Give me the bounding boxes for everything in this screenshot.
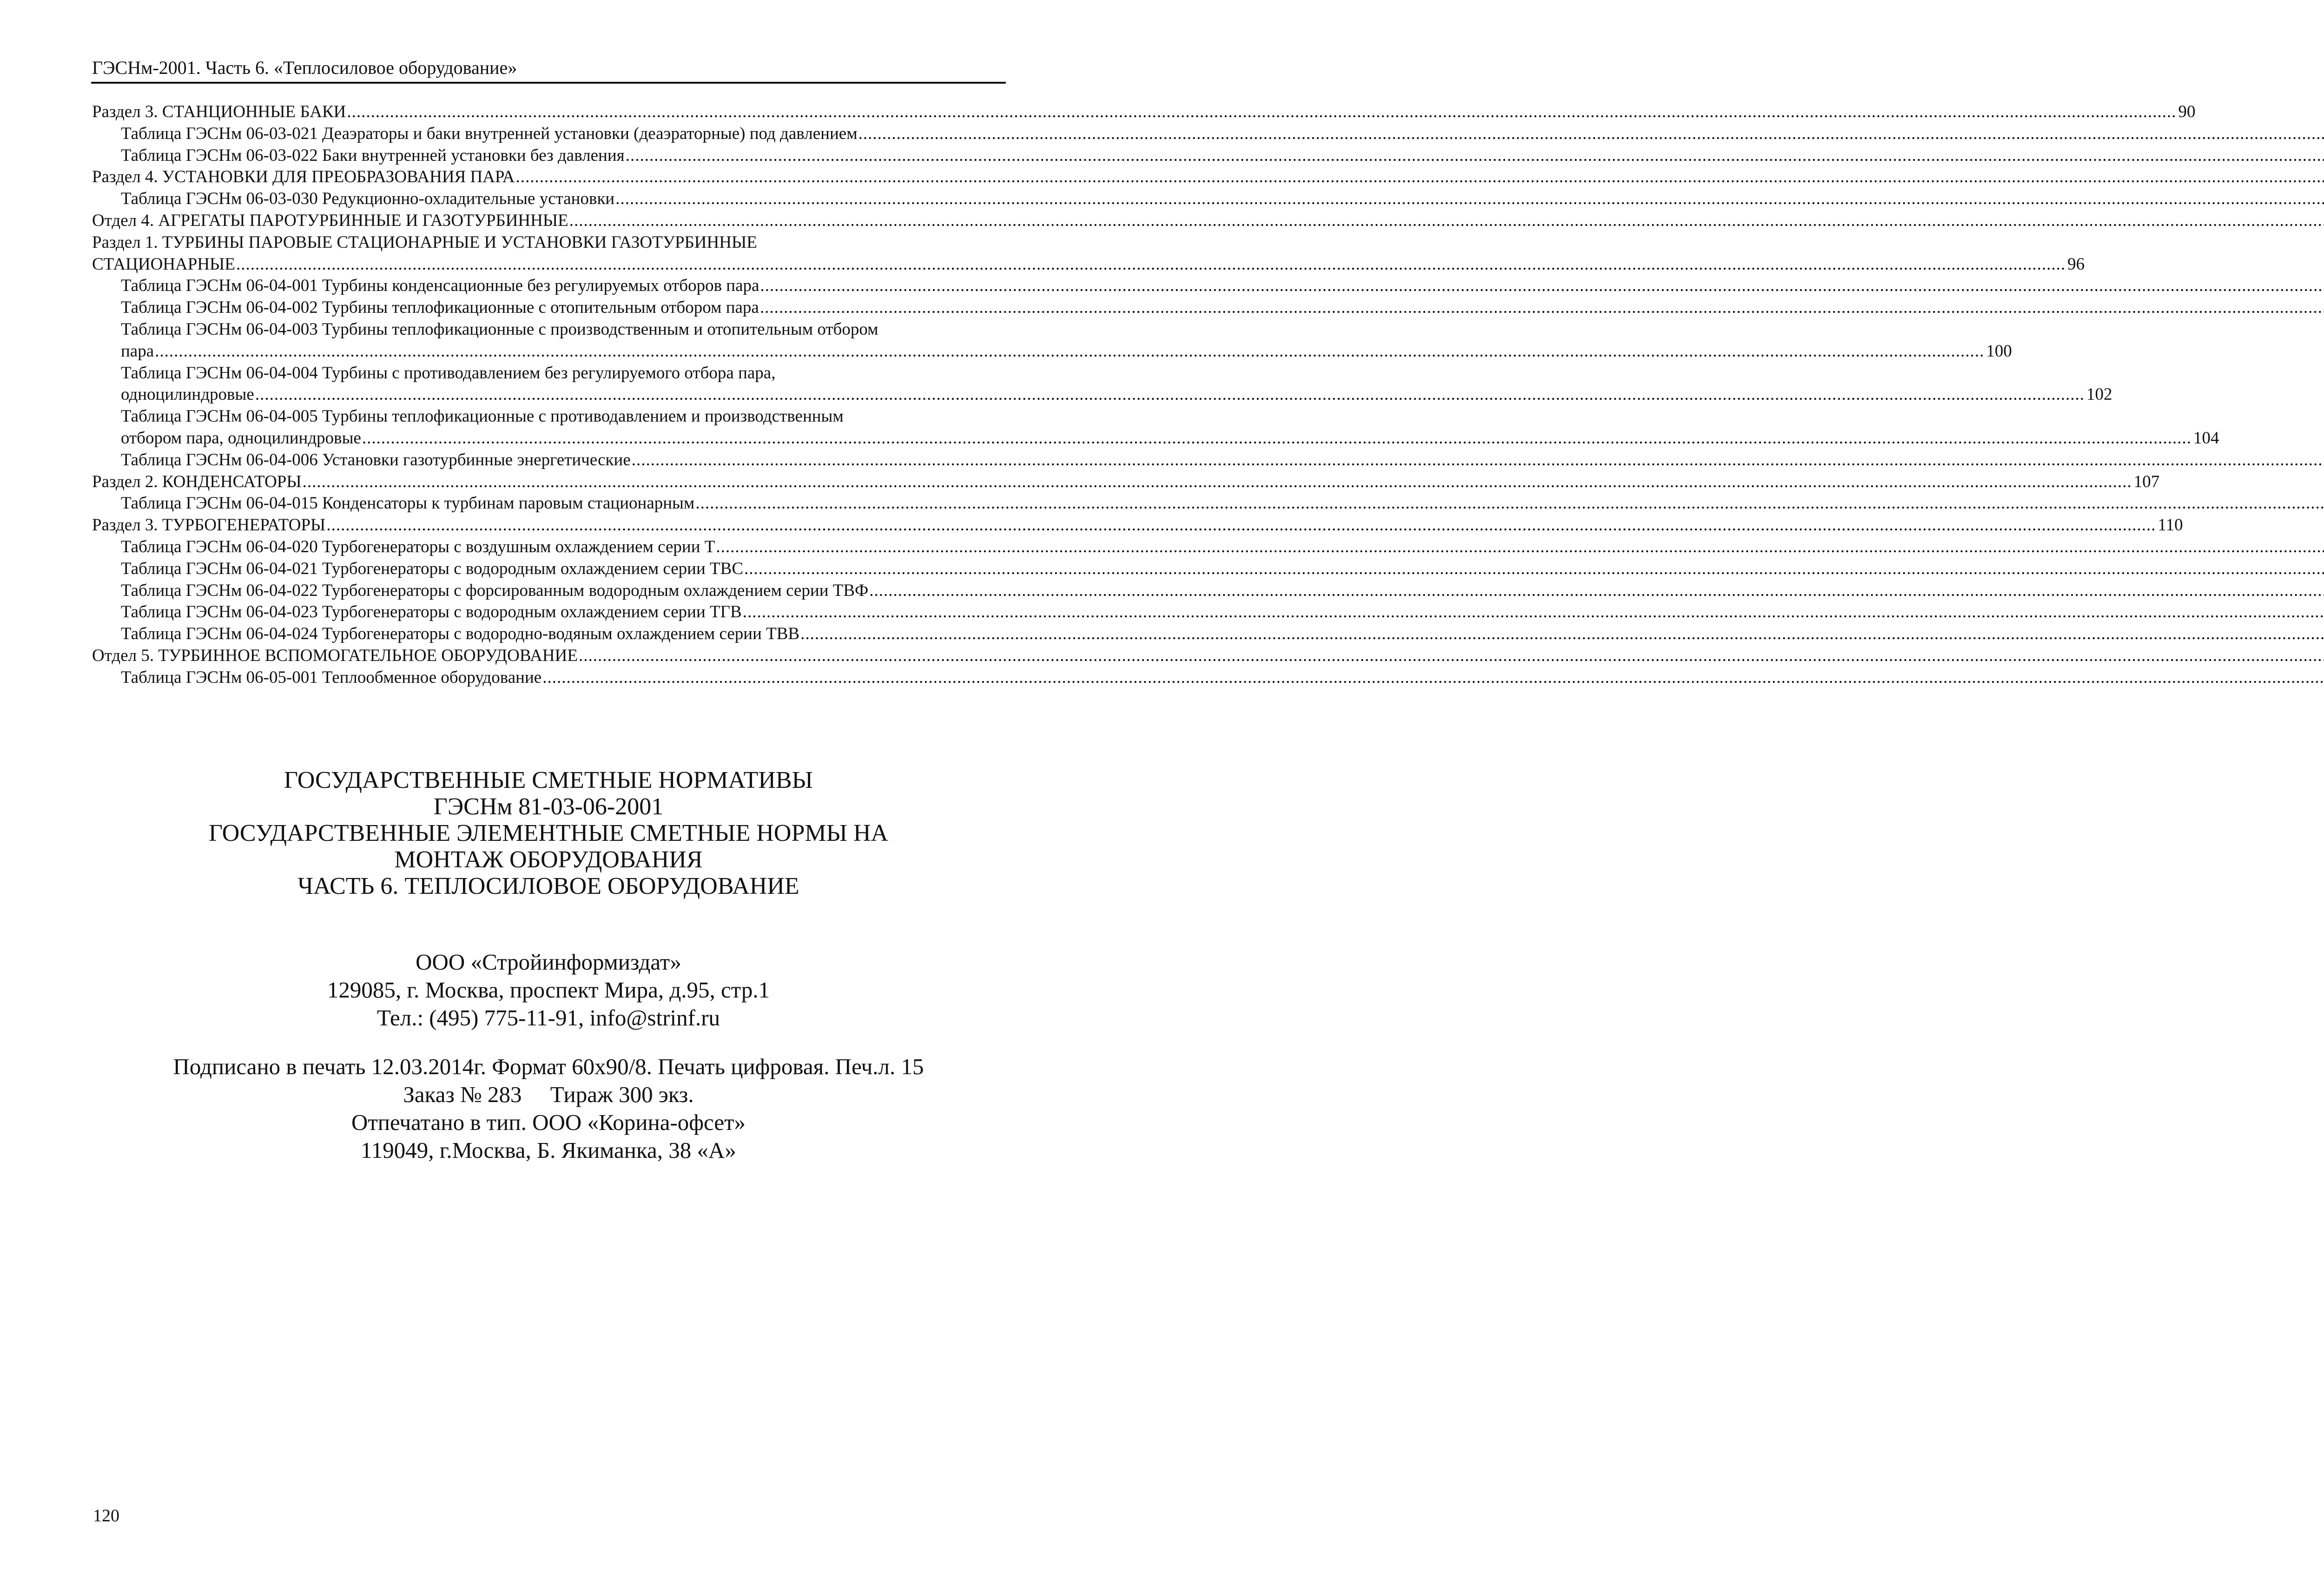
toc-page-number: 96	[2067, 254, 2085, 274]
toc-table-entry	[92, 384, 2113, 406]
toc-section-entry	[92, 515, 2183, 536]
title-line: МОНТАЖ ОБОРУДОВАНИЯ	[394, 846, 703, 873]
toc-entry-title: Таблица ГЭСНм 06-04-003 Турбины теплофикационные с производственным и отопительным отбором	[121, 319, 878, 339]
header-rule	[91, 82, 1006, 84]
toc-dot-leader	[869, 580, 2324, 602]
toc-entry-title: Таблица ГЭСНм 06-05-001 Теплообменное оборудование	[121, 667, 542, 687]
toc-dot-leader	[303, 471, 2132, 493]
imprint-line: 119049, г.Москва, Б. Якиманка, 38 «А»	[361, 1137, 736, 1163]
toc-table-entry	[92, 493, 998, 515]
toc-page-number: 102	[2086, 385, 2113, 404]
toc-entry-title: СТАЦИОНАРНЫЕ	[92, 254, 235, 274]
publisher-line: 129085, г. Москва, проспект Мира, д.95, стр.1	[327, 977, 770, 1003]
toc-entry-title: Таблица ГЭСНм 06-04-023 Турбогенераторы с водородным охлаждением серии ТГВ	[121, 602, 742, 622]
toc-dot-leader	[760, 297, 2324, 319]
toc-entry-title: Таблица ГЭСНм 06-04-001 Турбины конденсационные без регулируемых отборов пара	[121, 276, 759, 296]
toc-table-entry	[92, 667, 998, 689]
toc-dot-leader	[626, 145, 2324, 167]
toc-section-entry	[92, 645, 998, 667]
toc-entry-title: Таблица ГЭСНм 06-03-022 Баки внутренней установки без давления	[121, 145, 625, 165]
toc-dot-leader	[716, 536, 2324, 558]
toc-dot-leader	[743, 601, 2324, 623]
toc-dot-leader	[569, 210, 2324, 232]
toc-entry-title: Раздел 1. ТУРБИНЫ ПАРОВЫЕ СТАЦИОНАРНЫЕ И УСТАНОВКИ ГАЗОТУРБИННЫЕ	[92, 232, 757, 252]
toc-entry-title: Таблица ГЭСНм 06-04-024 Турбогенераторы с водородно-водяным охлаждением серии ТВВ	[121, 624, 800, 644]
toc-dot-leader	[615, 188, 2324, 210]
toc-dot-leader	[579, 645, 2324, 667]
toc-section-entry	[92, 471, 2160, 493]
toc-entry-title: Таблица ГЭСНм 06-04-005 Турбины теплофикационные с противодавлением и производственным	[121, 407, 844, 426]
toc-table-entry	[92, 428, 2219, 449]
publisher-line: Тел.: (495) 775-11-91, info@strinf.ru	[376, 1005, 720, 1031]
title-line: ГОСУДАРСТВЕННЫЕ ЭЛЕМЕНТНЫЕ СМЕТНЫЕ НОРМЫ НА	[208, 820, 889, 846]
imprint-line: Заказ № 283 Тираж 300 экз.	[403, 1082, 694, 1107]
toc-entry-title: Отдел 5. ТУРБИННОЕ ВСПОМОГАТЕЛЬНОЕ ОБОРУДОВАНИЕ	[92, 646, 578, 665]
toc-entry-title: Таблица ГЭСНм 06-04-020 Турбогенераторы с воздушным охлаждением серии Т	[121, 537, 715, 556]
toc-dot-leader	[347, 101, 2176, 123]
toc-page-number: 107	[2133, 472, 2160, 491]
toc-page-number: 104	[2193, 428, 2219, 448]
toc-entry-title: Отдел 4. АГРЕГАТЫ ПАРОТУРБИННЫЕ И ГАЗОТУРБИННЫЕ	[92, 211, 568, 230]
toc-table-entry	[92, 341, 2012, 363]
toc-dot-leader	[155, 341, 1984, 363]
toc-dot-leader	[695, 493, 2324, 515]
toc-dot-leader	[800, 623, 2324, 645]
toc-entry-title: одноцилиндровые	[121, 385, 254, 404]
toc-table-entry	[92, 297, 998, 319]
running-header: ГЭСНм-2001. Часть 6. «Теплосиловое оборудование»	[92, 57, 517, 78]
toc-table-entry	[92, 319, 998, 341]
title-block	[84, 767, 1013, 899]
toc-entry-title: Раздел 3. ТУРБОГЕНЕРАТОРЫ	[92, 515, 326, 535]
toc-dot-leader	[236, 254, 2066, 276]
toc-section-entry	[92, 101, 2196, 123]
toc-entry-title: Таблица ГЭСНм 06-04-015 Конденсаторы к турбинам паровым стационарным	[121, 494, 695, 513]
toc-table-entry	[92, 123, 998, 145]
toc-entry-title: Таблица ГЭСНм 06-04-006 Установки газотурбинные энергетические	[121, 450, 631, 469]
toc-table-entry	[92, 449, 998, 471]
toc-entry-title: Таблица ГЭСНм 06-03-021 Деаэраторы и баки внутренней установки (деаэраторные) под давлением	[121, 124, 858, 143]
toc-page-number: 110	[2158, 515, 2183, 535]
title-line: ГОСУДАРСТВЕННЫЕ СМЕТНЫЕ НОРМАТИВЫ	[284, 767, 813, 793]
toc-dot-leader	[362, 428, 2192, 449]
toc-dot-leader	[542, 667, 2324, 689]
toc-table-entry	[92, 145, 998, 167]
toc-dot-leader	[744, 558, 2324, 580]
toc-table-entry	[92, 275, 998, 297]
print-imprint	[84, 1053, 1013, 1164]
title-line: ГЭСНм 81-03-06-2001	[433, 793, 664, 820]
toc-table-entry	[92, 188, 998, 210]
toc-entry-title: Таблица ГЭСНм 06-04-021 Турбогенераторы с водородным охлаждением серии ТВС	[121, 559, 743, 578]
imprint-line: Подписано в печать 12.03.2014г. Формат 60х90/8. Печать цифровая. Печ.л. 15	[173, 1054, 924, 1079]
toc-entry-title: Таблица ГЭСНм 06-04-002 Турбины теплофикационные с отопительным отбором пара	[121, 298, 759, 317]
toc-section-entry	[92, 210, 998, 232]
toc-dot-leader	[326, 515, 2156, 536]
page-number: 120	[93, 1506, 119, 1526]
toc-table-entry	[92, 406, 998, 428]
publisher-line: ООО «Стройинформиздат»	[416, 949, 681, 975]
toc-entry-title: Раздел 2. КОНДЕНСАТОРЫ	[92, 472, 302, 491]
toc-entry-title: пара	[121, 341, 154, 361]
toc-entry-title: Раздел 3. СТАНЦИОННЫЕ БАКИ	[92, 102, 346, 121]
imprint-line: Отпечатано в тип. ООО «Корина-офсет»	[351, 1110, 746, 1135]
toc-page-number: 100	[1986, 341, 2012, 361]
toc-entry-title: отбором пара, одноцилиндровые	[121, 428, 361, 448]
table-of-contents	[92, 101, 2219, 689]
toc-table-entry	[92, 536, 998, 558]
toc-section-entry	[92, 166, 998, 188]
toc-entry-title: Таблица ГЭСНм 06-04-022 Турбогенераторы с форсированным водородным охлаждением серии ТВФ	[121, 581, 869, 600]
publisher-info	[84, 948, 1013, 1032]
toc-table-entry	[92, 623, 998, 645]
toc-table-entry	[92, 558, 998, 580]
toc-table-entry	[92, 363, 998, 384]
toc-entry-title: Таблица ГЭСНм 06-04-004 Турбины с противодавлением без регулируемого отбора пара,	[121, 363, 776, 383]
toc-entry-title: Раздел 4. УСТАНОВКИ ДЛЯ ПРЕОБРАЗОВАНИЯ ПАРА	[92, 167, 515, 187]
toc-dot-leader	[255, 384, 2085, 406]
toc-section-entry	[92, 254, 2085, 276]
toc-section-entry	[92, 232, 998, 254]
toc-entry-title: Таблица ГЭСНм 06-03-030 Редукционно-охладительные установки	[121, 189, 615, 209]
toc-dot-leader	[760, 275, 2324, 297]
toc-dot-leader	[516, 166, 2324, 188]
toc-dot-leader	[632, 449, 2324, 471]
toc-table-entry	[92, 580, 998, 602]
toc-table-entry	[92, 601, 998, 623]
toc-dot-leader	[858, 123, 2324, 145]
toc-page-number: 90	[2178, 102, 2196, 121]
title-line: ЧАСТЬ 6. ТЕПЛОСИЛОВОЕ ОБОРУДОВАНИЕ	[297, 873, 799, 899]
